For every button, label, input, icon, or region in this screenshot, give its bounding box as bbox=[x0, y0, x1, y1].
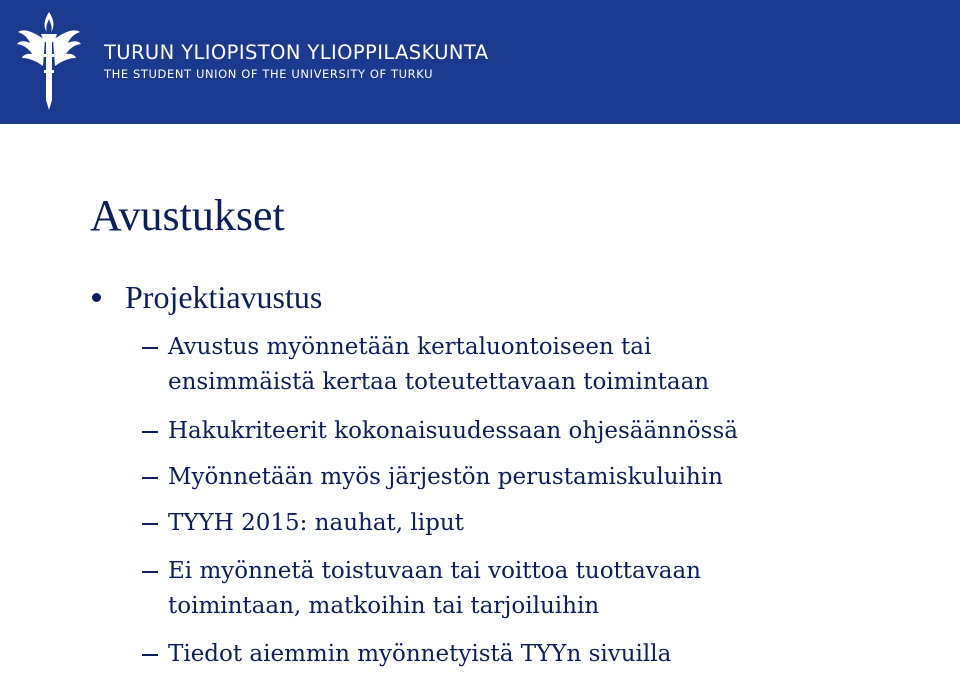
torch-wings-logo-icon bbox=[14, 10, 84, 114]
org-name-finnish: TURUN YLIOPISTON YLIOPPILASKUNTA bbox=[104, 41, 489, 64]
org-name-english: THE STUDENT UNION OF THE UNIVERSITY OF TURKU bbox=[104, 67, 434, 81]
sub-item-line: toimintaan, matkoihin tai tarjoiluihin bbox=[168, 593, 600, 619]
bullet-text: Projektiavustus bbox=[125, 279, 323, 315]
header-banner bbox=[0, 0, 960, 124]
sub-item-line: Ei myönnetä toistuvaan tai voittoa tuottavaan bbox=[168, 558, 701, 584]
dash-icon bbox=[142, 654, 158, 656]
sub-item-line: Avustus myönnetään kertaluontoiseen tai bbox=[168, 334, 652, 360]
slide-title: Avustukset bbox=[90, 191, 285, 240]
bullet-dot-icon bbox=[92, 293, 101, 302]
dash-icon bbox=[142, 431, 158, 433]
sub-item-line: Tiedot aiemmin myönnetyistä TYYn sivuilla bbox=[168, 641, 672, 667]
dash-icon bbox=[142, 523, 158, 525]
sub-item-line: ensimmäistä kertaa toteutettavaan toimintaan bbox=[168, 369, 710, 395]
dash-icon bbox=[142, 477, 158, 479]
sub-item-line: Myönnetään myös järjestön perustamiskuluihin bbox=[168, 464, 723, 490]
dash-icon bbox=[142, 571, 158, 573]
dash-icon bbox=[142, 347, 158, 349]
sub-item-line: Hakukriteerit kokonaisuudessaan ohjesäännössä bbox=[168, 418, 738, 444]
sub-item-line: TYYH 2015: nauhat, liput bbox=[168, 510, 464, 536]
